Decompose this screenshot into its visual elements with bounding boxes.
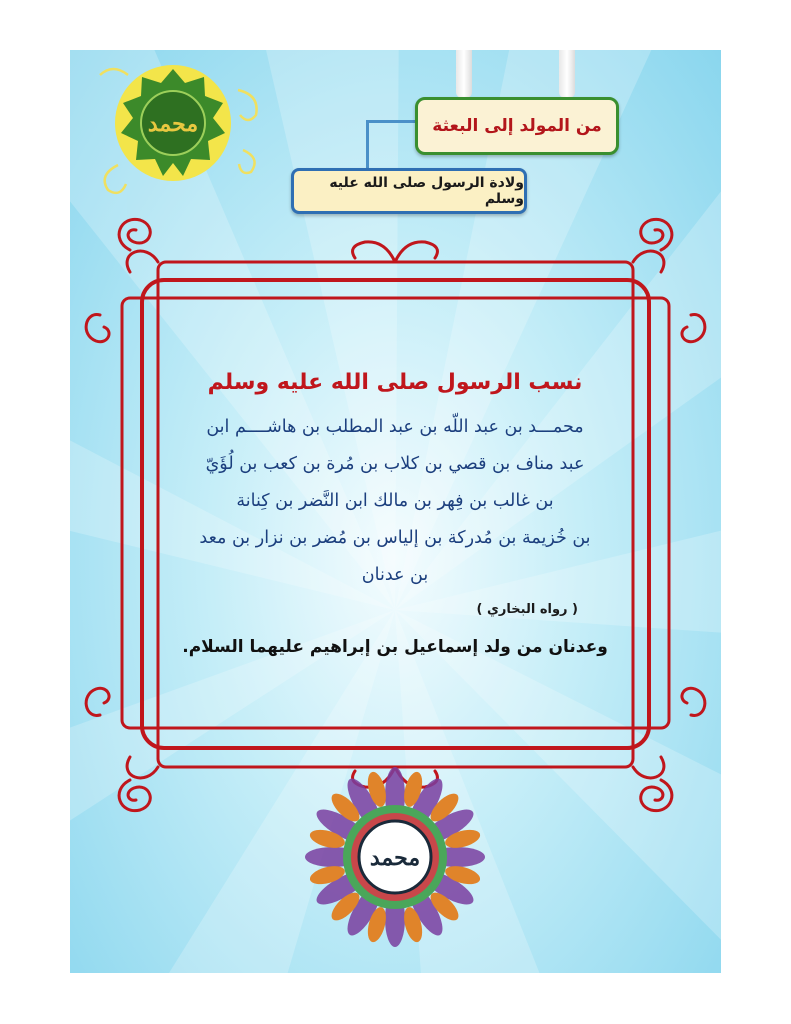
mandala-medallion-logo bbox=[300, 762, 490, 952]
poster-page bbox=[70, 50, 721, 973]
lineage-line: عبد مناف بن قصي بن كلاب بن مُرة بن كعب بن لُؤَيّ bbox=[205, 454, 585, 474]
closing-statement: وعدنان من ولد إسماعيل بن إبراهيم عليهما السلام. bbox=[182, 637, 608, 657]
lineage-line: بن خُزيمة بن مُدركة بن إلياس بن مُضر بن نزار بن معد bbox=[199, 528, 591, 548]
page-title: نسب الرسول صلى الله عليه وسلم bbox=[207, 370, 583, 395]
medallion-calligraphy: محمد bbox=[147, 111, 199, 137]
lineage-line: بن عدنان bbox=[361, 565, 429, 585]
section-tag: من المولد إلى البعثة bbox=[415, 97, 619, 155]
mandala-calligraphy: محمد bbox=[369, 845, 421, 871]
lineage-line: محمـــد بن عبد اللّه بن عبد المطلب بن هاشــــم ابن bbox=[206, 417, 584, 437]
lineage-text bbox=[150, 409, 640, 594]
lineage-panel bbox=[150, 370, 640, 657]
subsection-tag: ولادة الرسول صلى الله عليه وسلم bbox=[291, 168, 527, 214]
hadith-source: ( رواه البخاري ) bbox=[476, 602, 578, 617]
lineage-line: بن غالب بن فِهر بن مالك ابن النَّضر بن كِنانة bbox=[236, 491, 554, 511]
